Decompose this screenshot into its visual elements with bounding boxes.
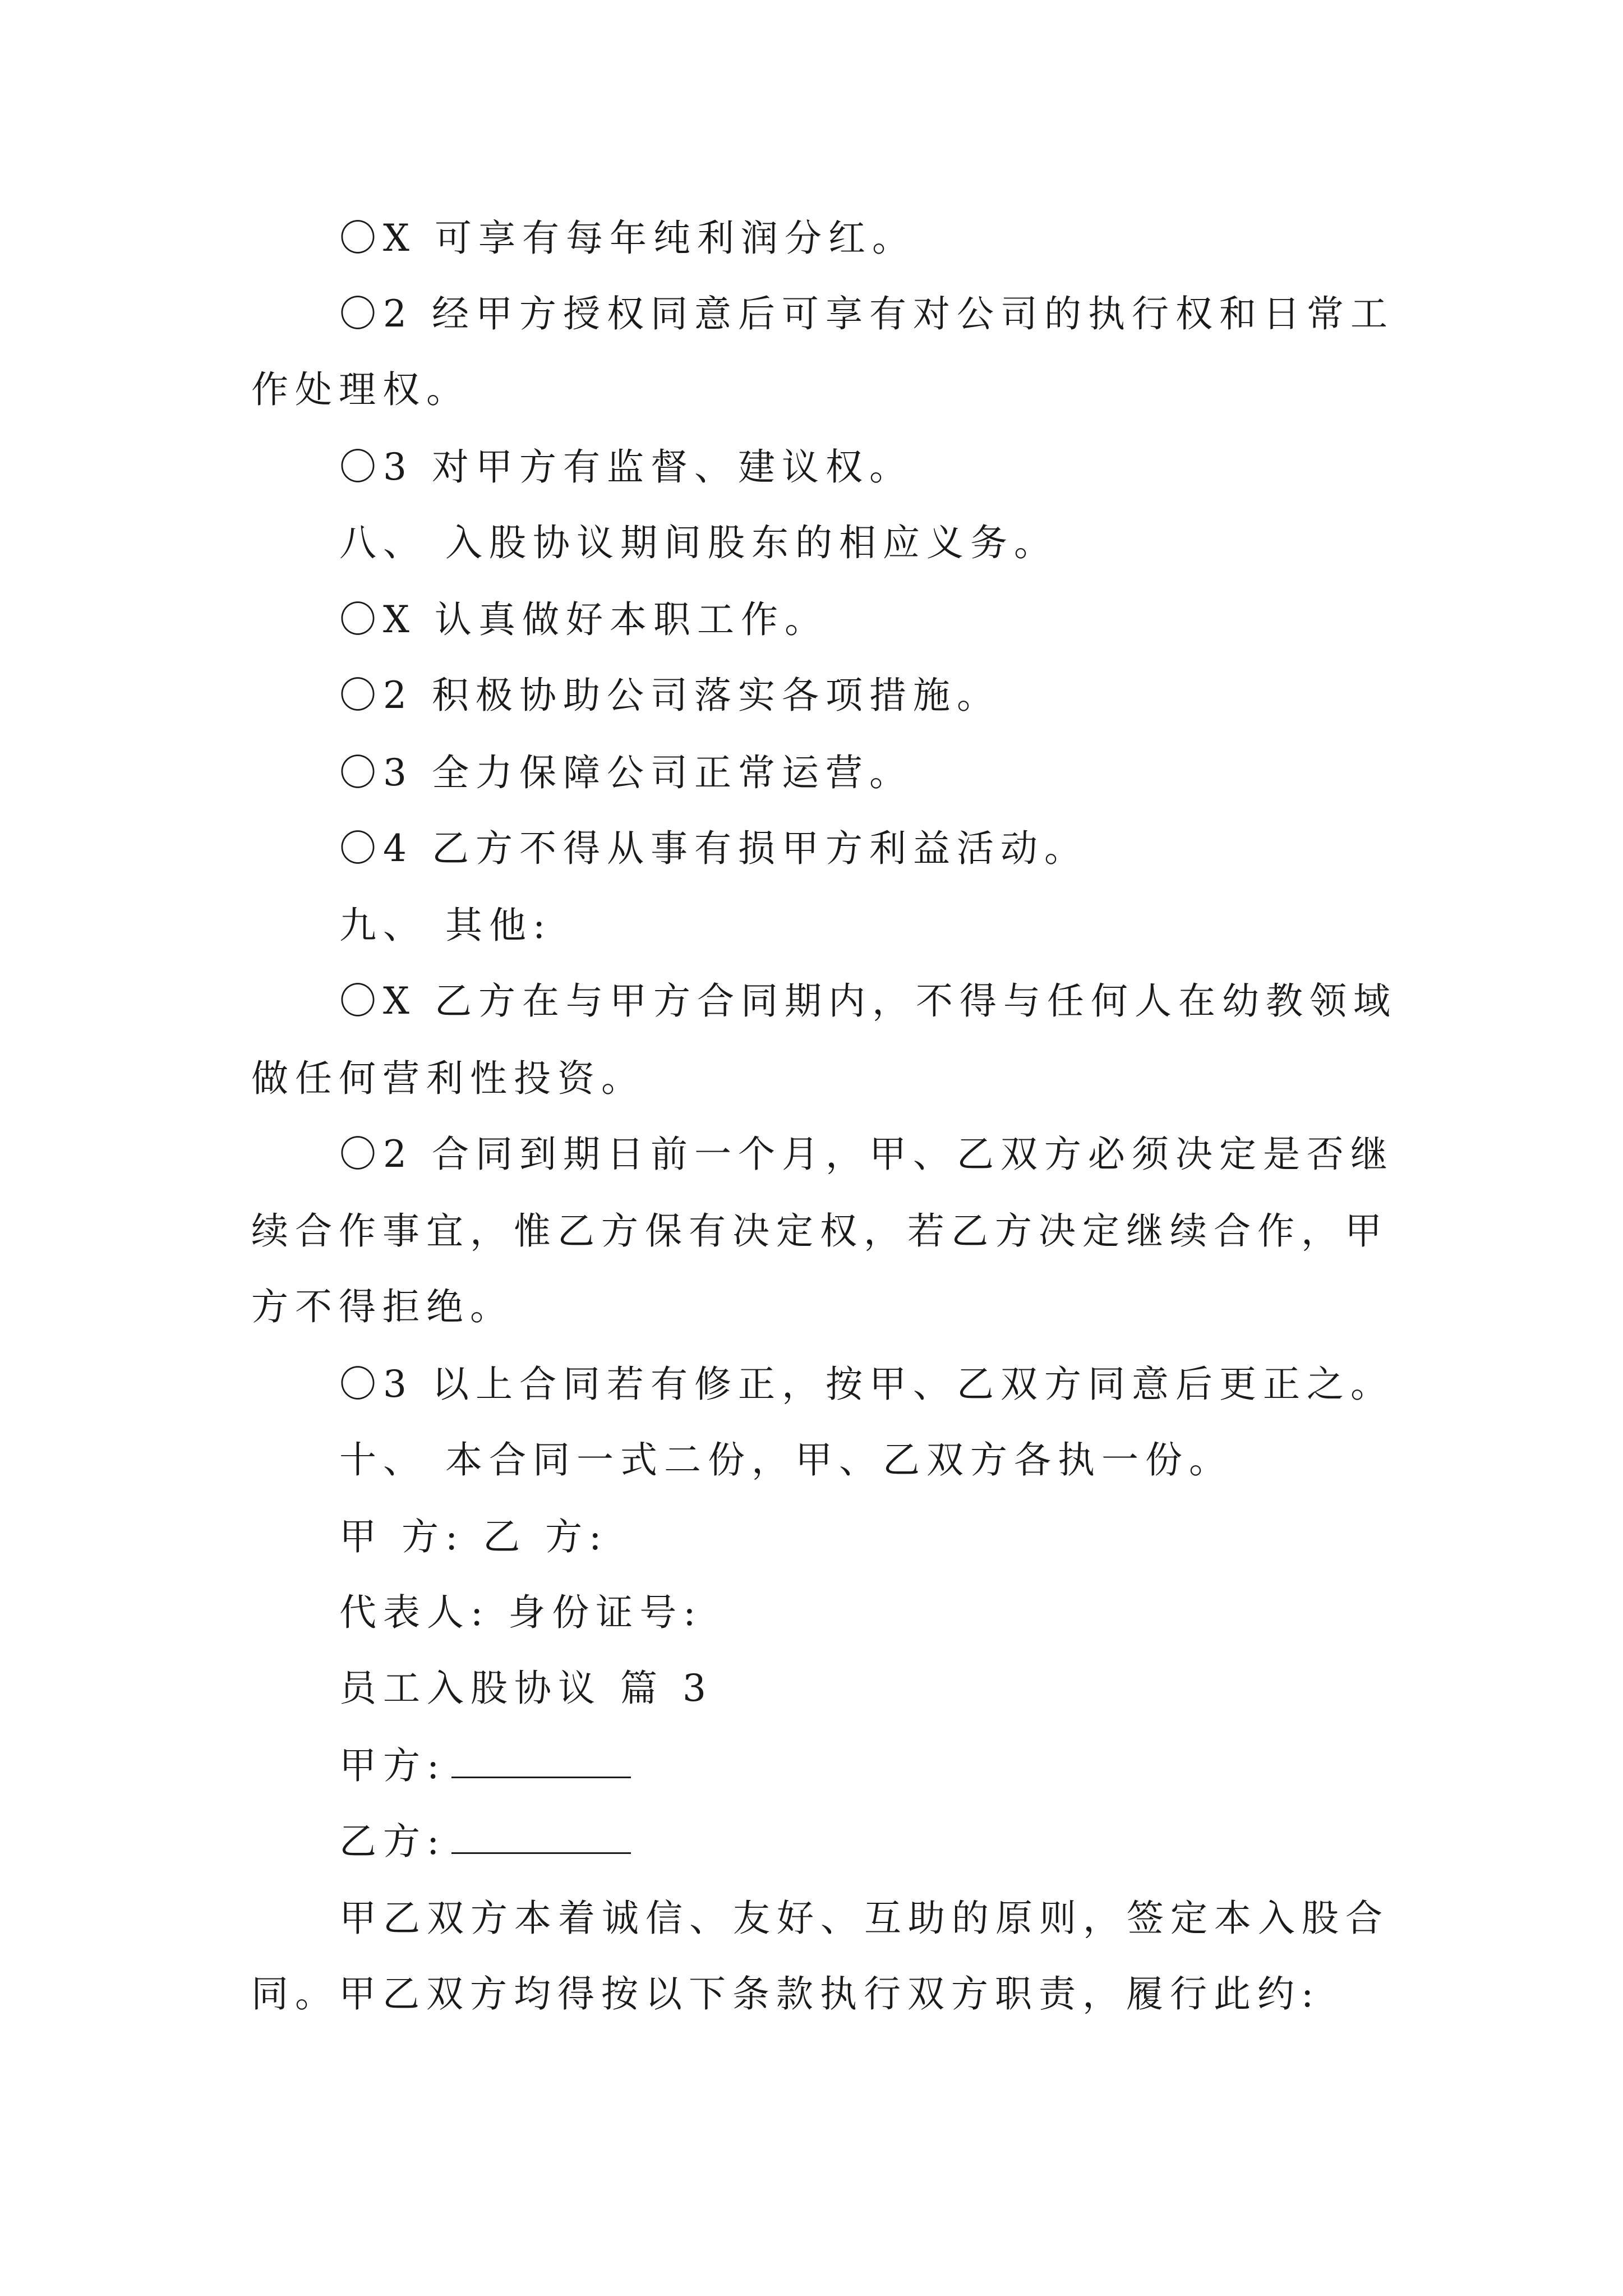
clause-7-2-cont: 作处理权。: [251, 368, 470, 411]
clause-9-2: 〇2 合同到期日前一个月，甲、乙双方必须决定是否继: [339, 1133, 1394, 1176]
section-8-heading: 八、 入股协议期间股东的相应义务。: [339, 521, 1058, 564]
representative-line: 代表人: 身份证号:: [339, 1591, 703, 1634]
party-a-blank: [451, 1745, 631, 1778]
clause-8-4: 〇4 乙方不得从事有损甲方利益活动。: [339, 827, 1088, 870]
agreement-3-title: 员工入股协议 篇 3: [339, 1667, 713, 1710]
clause-9-1-cont: 做任何营利性投资。: [251, 1057, 645, 1100]
preamble-line-1: 甲乙双方本着诚信、友好、互助的原则，签定本入股合: [339, 1897, 1389, 1940]
clause-8-3: 〇3 全力保障公司正常运营。: [339, 751, 913, 794]
party-b-blank: [451, 1821, 631, 1854]
clause-7-2: 〇2 经甲方授权同意后可享有对公司的执行权和日常工: [339, 292, 1394, 335]
clause-8-1: 〇X 认真做好本职工作。: [339, 598, 828, 641]
party-b-field: [339, 1819, 631, 1864]
clause-9-1: 〇X 乙方在与甲方合同期内，不得与任何人在幼教领域: [339, 979, 1397, 1023]
party-a-label: 甲方:: [339, 1744, 446, 1787]
party-a-field: [339, 1743, 631, 1788]
clause-7-3: 〇3 对甲方有监督、建议权。: [339, 445, 913, 489]
clause-9-2-cont-2: 方不得拒绝。: [251, 1285, 514, 1328]
section-10: 十、 本合同一式二份，甲、乙双方各执一份。: [339, 1438, 1233, 1481]
party-signature-line: 甲 方: 乙 方:: [339, 1515, 608, 1558]
section-9-heading: 九、 其他:: [339, 904, 552, 947]
clause-7-1: 〇X 可享有每年纯利润分红。: [339, 217, 916, 260]
party-b-label: 乙方:: [339, 1820, 446, 1863]
clause-9-3: 〇3 以上合同若有修正，按甲、乙双方同意后更正之。: [339, 1363, 1394, 1406]
clause-8-2: 〇2 积极协助公司落实各项措施。: [339, 674, 1000, 717]
preamble-line-2: 同。甲乙双方均得按以下条款执行双方职责，履行此约:: [251, 1972, 1321, 2016]
clause-9-2-cont-1: 续合作事宜，惟乙方保有决定权，若乙方决定继续合作，甲: [251, 1209, 1389, 1253]
